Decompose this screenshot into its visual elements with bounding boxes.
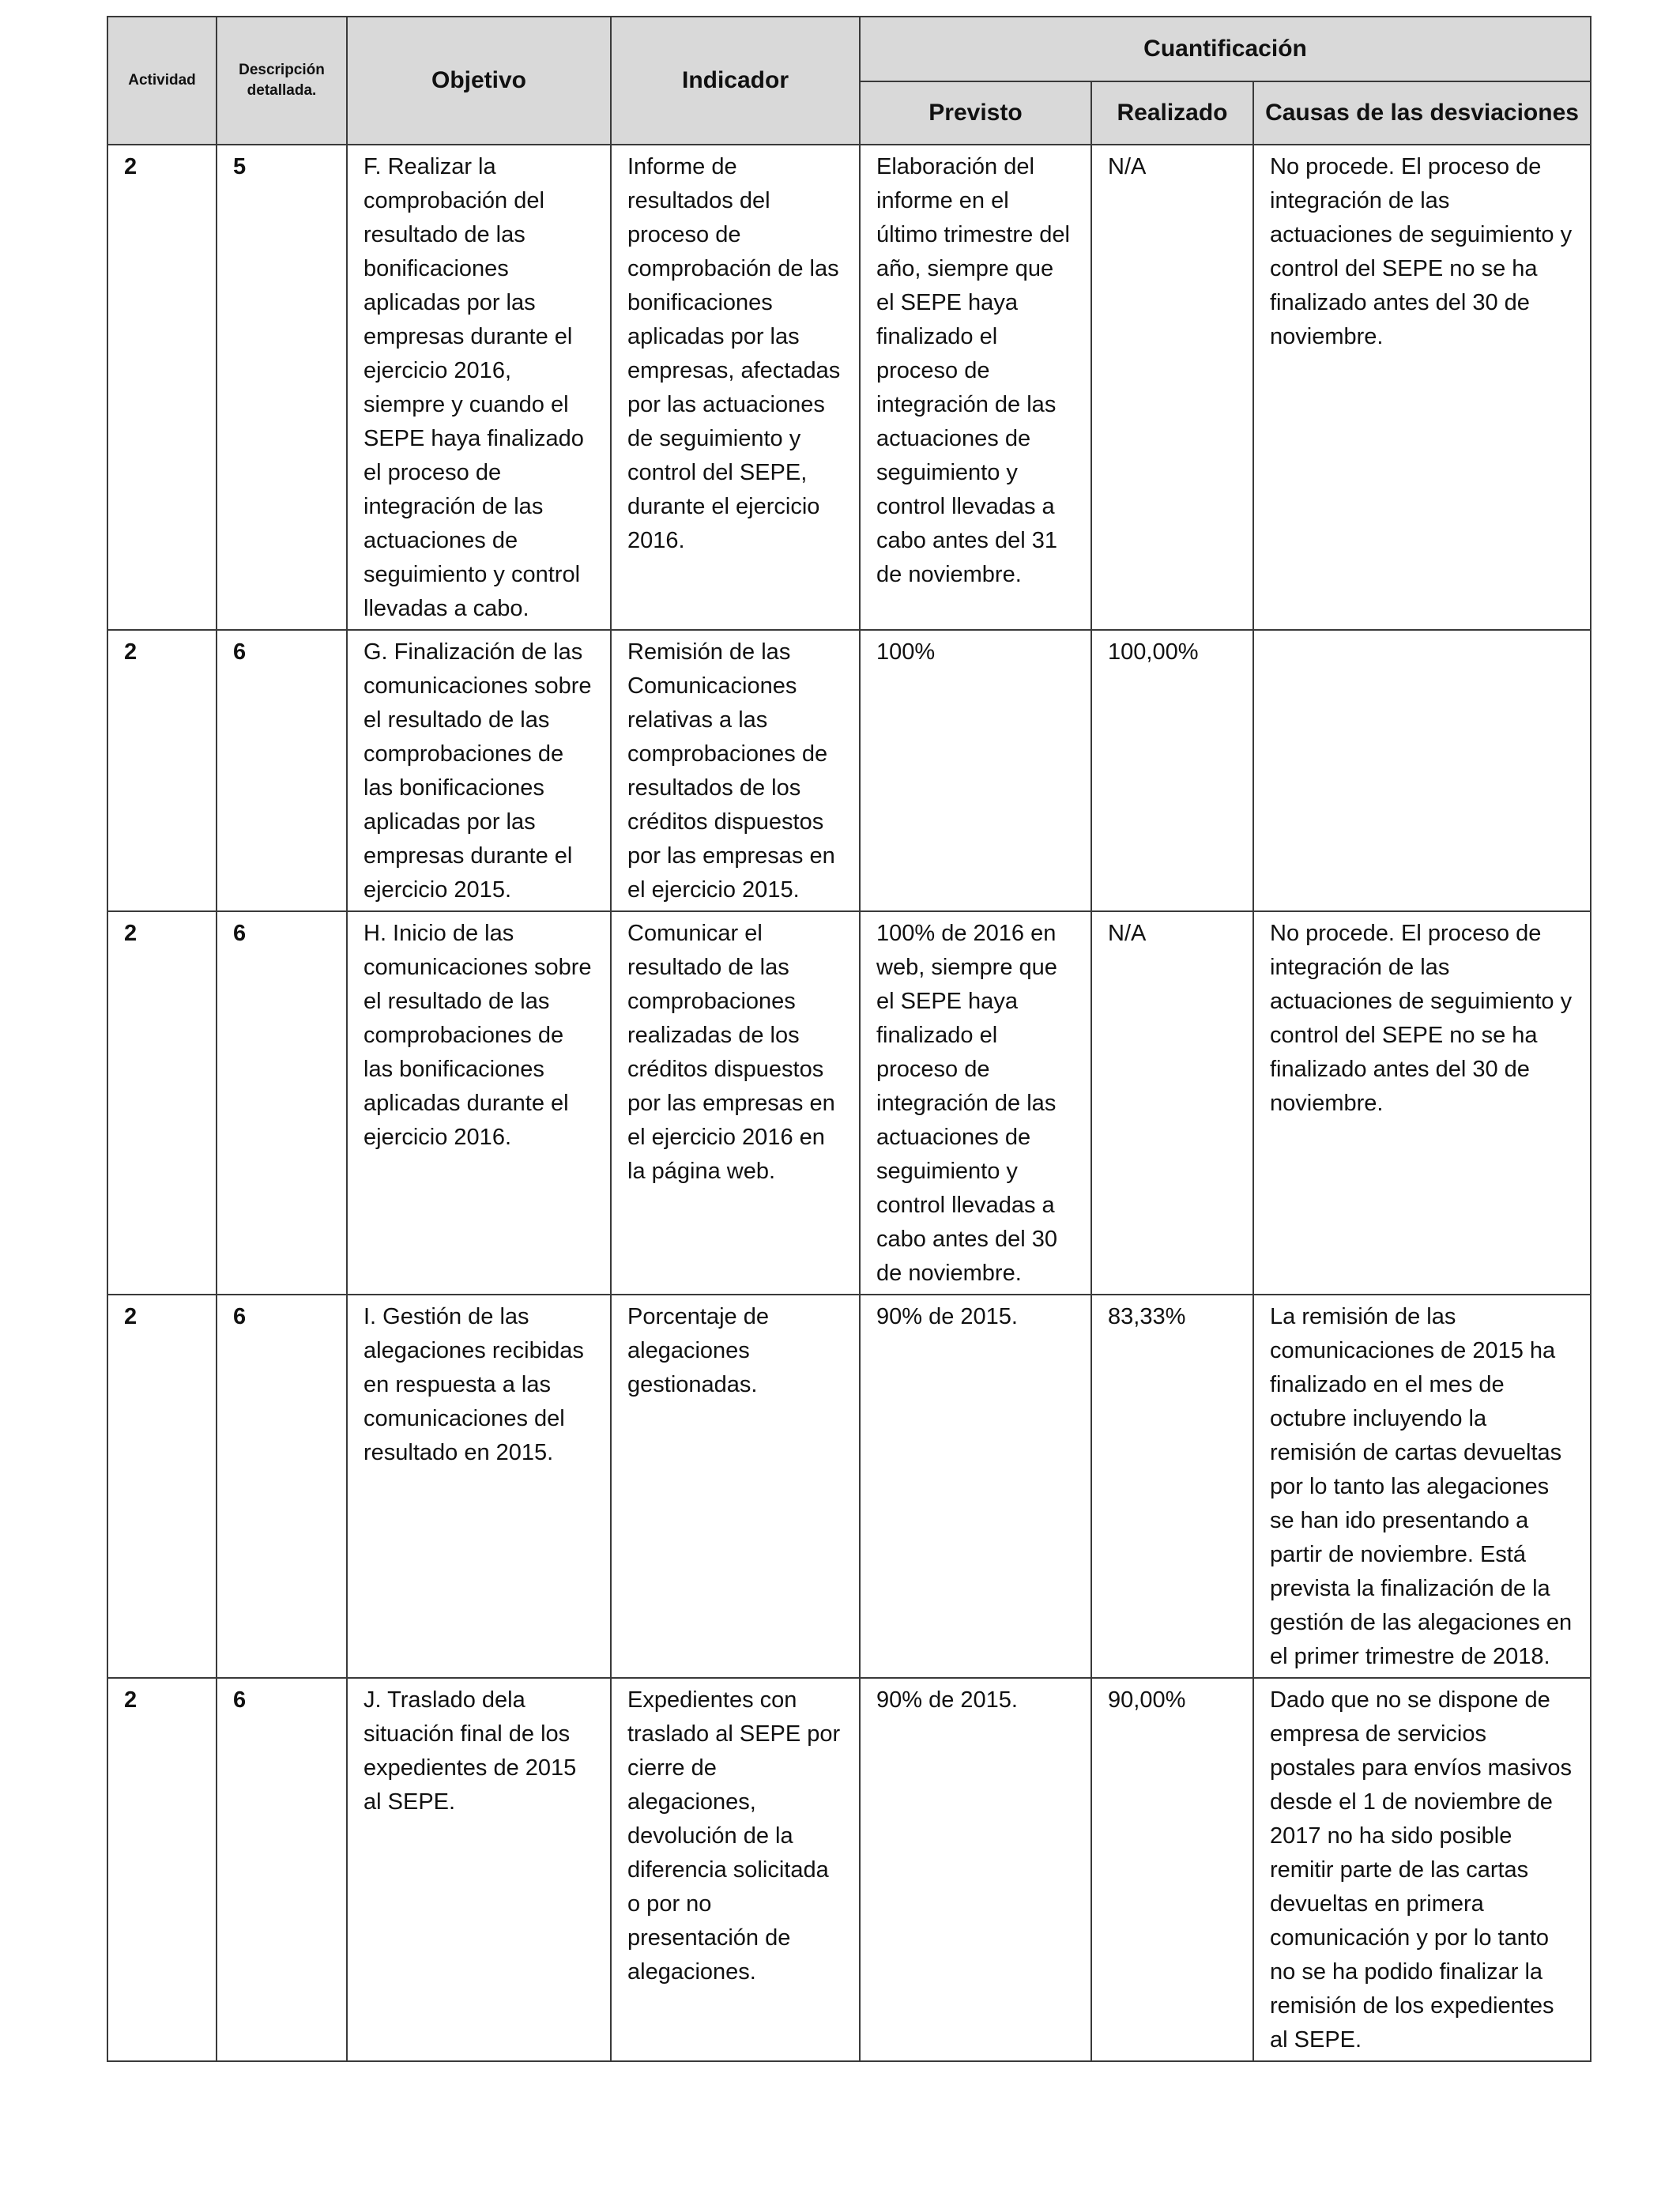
- table-row: [107, 630, 1591, 911]
- cell-previsto: 90% de 2015.: [860, 1295, 1091, 1678]
- table-row: [107, 1678, 1591, 2061]
- cell-objetivo: G. Finalización de las comunicaciones sobre el resultado de las comprobaciones de las bonificaciones aplicadas por las empresas durante el ejercicio 2015.: [347, 630, 611, 911]
- table-header: [107, 17, 1591, 145]
- table-body: [107, 145, 1591, 2061]
- objectives-table: [107, 16, 1591, 2062]
- header-descripcion: Descripción detallada.: [217, 17, 347, 145]
- header-indicador: Indicador: [611, 17, 860, 145]
- cell-previsto: 100% de 2016 en web, siempre que el SEPE haya finalizado el proceso de integración de las actuaciones de seguimiento y control llevadas a cabo antes del 30 de noviembre.: [860, 911, 1091, 1295]
- cell-actividad: 2: [107, 1678, 217, 2061]
- cell-realizado: N/A: [1091, 145, 1253, 630]
- cell-indicador: Porcentaje de alegaciones gestionadas.: [611, 1295, 860, 1678]
- header-causas: Causas de las desviaciones: [1253, 81, 1591, 145]
- cell-descripcion: 6: [217, 911, 347, 1295]
- cell-indicador: Informe de resultados del proceso de comprobación de las bonificaciones aplicadas por las empresas, afectadas por las actuaciones de seguimiento y control del SEPE, durante el ejercicio 2016.: [611, 145, 860, 630]
- cell-descripcion: 6: [217, 1295, 347, 1678]
- header-objetivo: Objetivo: [347, 17, 611, 145]
- cell-realizado: 83,33%: [1091, 1295, 1253, 1678]
- cell-actividad: 2: [107, 1295, 217, 1678]
- cell-previsto: 90% de 2015.: [860, 1678, 1091, 2061]
- cell-actividad: 2: [107, 145, 217, 630]
- cell-previsto: Elaboración del informe en el último trimestre del año, siempre que el SEPE haya finalizado el proceso de integración de las actuaciones de seguimiento y control llevadas a cabo antes del 31 de noviembre.: [860, 145, 1091, 630]
- cell-causas: No procede. El proceso de integración de las actuaciones de seguimiento y control del SEPE no se ha finalizado antes del 30 de noviembre.: [1253, 911, 1591, 1295]
- cell-actividad: 2: [107, 911, 217, 1295]
- cell-indicador: Remisión de las Comunicaciones relativas a las comprobaciones de resultados de los créditos dispuestos por las empresas en el ejercicio 2015.: [611, 630, 860, 911]
- header-row-top: [107, 17, 1591, 81]
- cell-objetivo: J. Traslado dela situación final de los expedientes de 2015 al SEPE.: [347, 1678, 611, 2061]
- cell-objetivo: I. Gestión de las alegaciones recibidas en respuesta a las comunicaciones del resultado en 2015.: [347, 1295, 611, 1678]
- cell-descripcion: 5: [217, 145, 347, 630]
- cell-realizado: 90,00%: [1091, 1678, 1253, 2061]
- table-row: [107, 1295, 1591, 1678]
- table-row: [107, 145, 1591, 630]
- cell-descripcion: 6: [217, 630, 347, 911]
- cell-causas: [1253, 630, 1591, 911]
- cell-realizado: 100,00%: [1091, 630, 1253, 911]
- cell-previsto: 100%: [860, 630, 1091, 911]
- cell-causas: No procede. El proceso de integración de las actuaciones de seguimiento y control del SEPE no se ha finalizado antes del 30 de noviembre.: [1253, 145, 1591, 630]
- cell-realizado: N/A: [1091, 911, 1253, 1295]
- cell-causas: La remisión de las comunicaciones de 2015 ha finalizado en el mes de octubre incluyendo la remisión de cartas devueltas por lo tanto las alegaciones se han ido presentando a partir de noviembre. Está prevista la finalización de la gestión de las alegaciones en el primer trimestre de 2018.: [1253, 1295, 1591, 1678]
- cell-causas: Dado que no se dispone de empresa de servicios postales para envíos masivos desde el 1 de noviembre de 2017 no ha sido posible remitir parte de las cartas devueltas en primera comunicación y por lo tanto no se ha podido finalizar la remisión de los expedientes al SEPE.: [1253, 1678, 1591, 2061]
- table-row: [107, 911, 1591, 1295]
- header-previsto: Previsto: [860, 81, 1091, 145]
- cell-objetivo: H. Inicio de las comunicaciones sobre el resultado de las comprobaciones de las bonificaciones aplicadas durante el ejercicio 2016.: [347, 911, 611, 1295]
- cell-descripcion: 6: [217, 1678, 347, 2061]
- header-actividad: Actividad: [107, 17, 217, 145]
- cell-indicador: Expedientes con traslado al SEPE por cierre de alegaciones, devolución de la diferencia solicitada o por no presentación de alegaciones.: [611, 1678, 860, 2061]
- cell-actividad: 2: [107, 630, 217, 911]
- cell-indicador: Comunicar el resultado de las comprobaciones realizadas de los créditos dispuestos por las empresas en el ejercicio 2016 en la página web.: [611, 911, 860, 1295]
- header-realizado: Realizado: [1091, 81, 1253, 145]
- header-cuantificacion: Cuantificación: [860, 17, 1591, 81]
- cell-objetivo: F. Realizar la comprobación del resultado de las bonificaciones aplicadas por las empresas durante el ejercicio 2016, siempre y cuando el SEPE haya finalizado el proceso de integración de las actuaciones de seguimiento y control llevadas a cabo.: [347, 145, 611, 630]
